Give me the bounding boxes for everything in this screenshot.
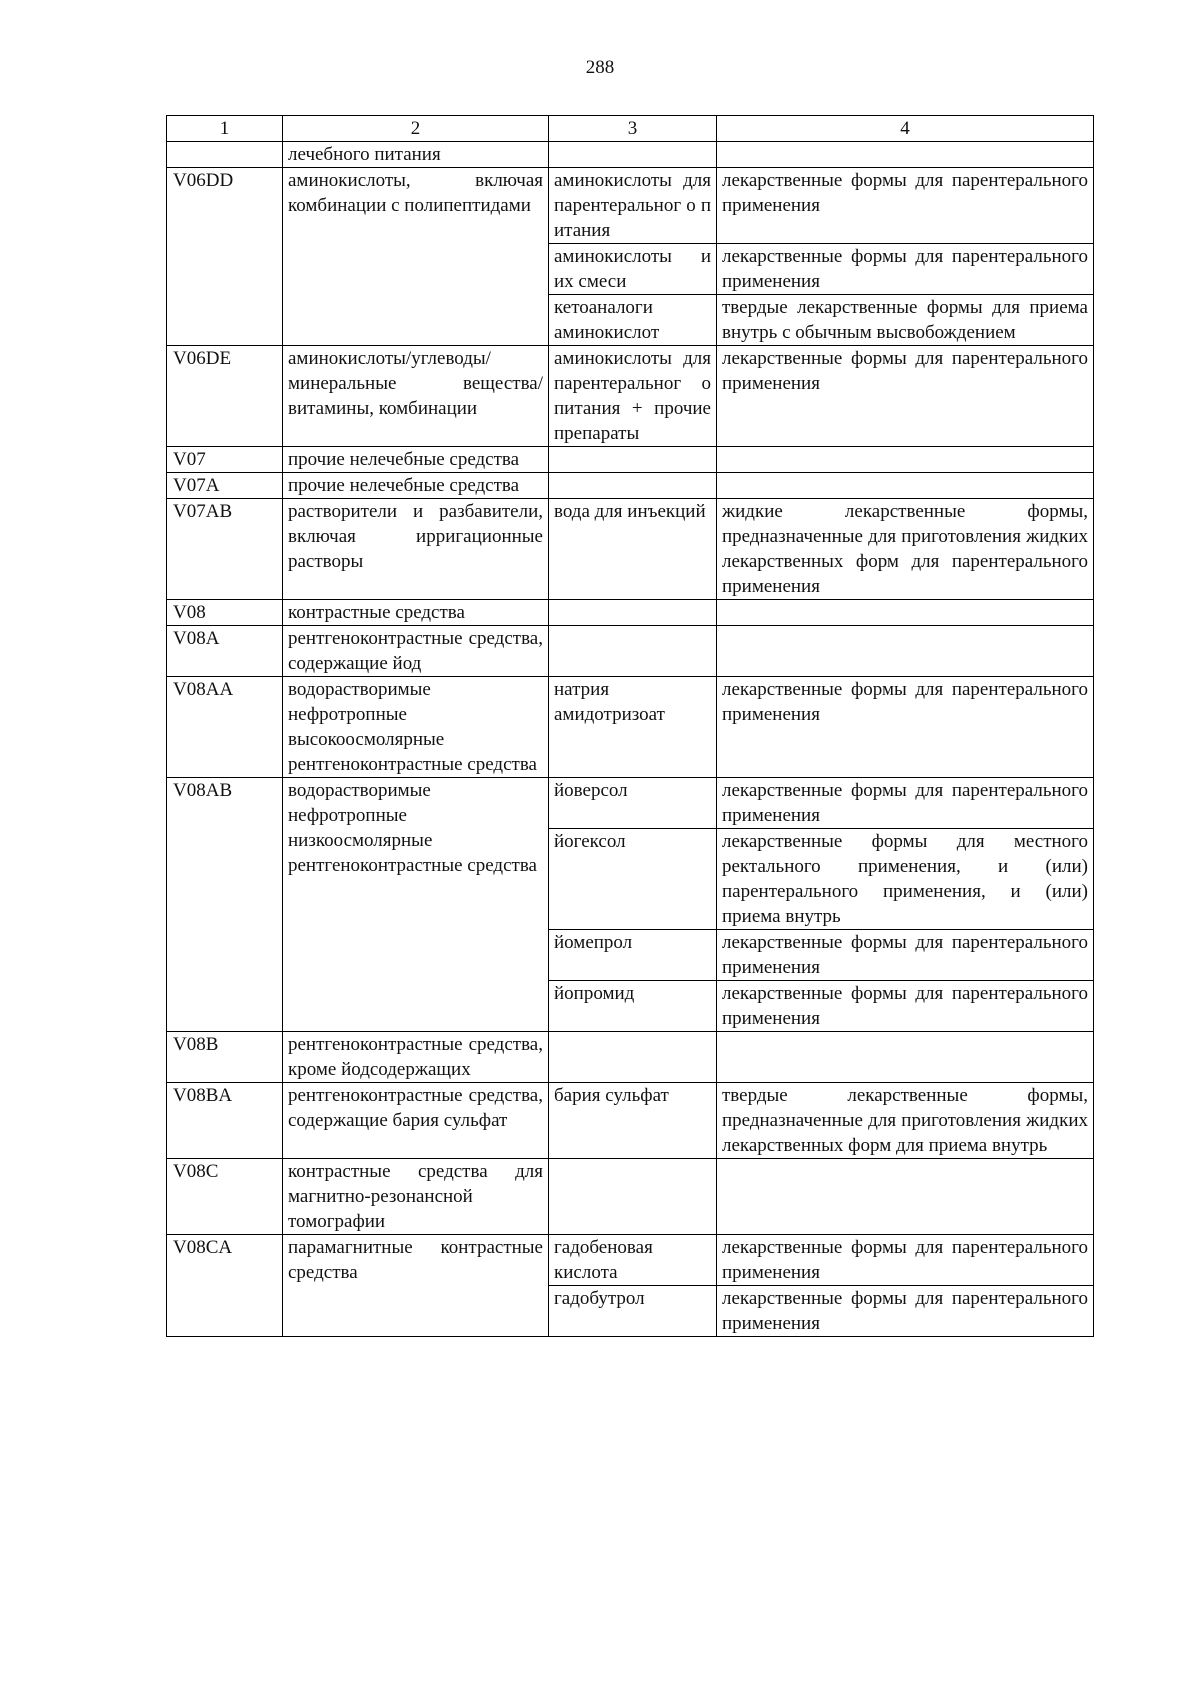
dosage-form [717,447,1094,473]
page-number: 288 [585,57,615,78]
group-name: прочие нелечебные средства [283,473,549,499]
group-name: рентгеноконтрастные средства, кроме йодсодержащих [283,1032,549,1083]
drug-table [166,115,1094,1337]
drug-name: гадобутрол [549,1286,717,1337]
dosage-form: лекарственные формы для парентерального применения [717,1286,1094,1337]
table-row [167,600,1094,626]
column-header-1: 1 [167,116,283,142]
atc-code: V07A [167,473,283,499]
drug-name: аминокислоты для парентеральног о питания + прочие препараты [549,346,717,447]
table-row [167,473,1094,499]
group-name: контрастные средства для магнитно-резонансной томографии [283,1159,549,1235]
drug-name [549,626,717,677]
column-header-3: 3 [549,116,717,142]
table-row [167,142,1094,168]
dosage-form: лекарственные формы для парентерального применения [717,244,1094,295]
atc-code: V06DD [167,168,283,346]
drug-name [549,1159,717,1235]
dosage-form [717,1159,1094,1235]
atc-code: V08AB [167,778,283,1032]
atc-code: V08AA [167,677,283,778]
dosage-form [717,626,1094,677]
atc-code: V08 [167,600,283,626]
atc-code: V07AB [167,499,283,600]
dosage-form: твердые лекарственные формы для приема внутрь с обычным высвобождением [717,295,1094,346]
dosage-form: лекарственные формы для парентерального применения [717,168,1094,244]
drug-name: вода для инъекций [549,499,717,600]
dosage-form [717,473,1094,499]
drug-name: гадобеновая кислота [549,1235,717,1286]
dosage-form: твердые лекарственные формы, предназначенные для приготовления жидких лекарственных форм для приема внутрь [717,1083,1094,1159]
drug-name: йомепрол [549,930,717,981]
table-row [167,168,1094,244]
drug-name [549,447,717,473]
atc-code: V08C [167,1159,283,1235]
table-row [167,1235,1094,1286]
dosage-form: лекарственные формы для парентерального применения [717,346,1094,447]
atc-code: V08BA [167,1083,283,1159]
dosage-form [717,1032,1094,1083]
table-row [167,447,1094,473]
atc-code [167,142,283,168]
atc-code: V08B [167,1032,283,1083]
group-name: водорастворимые нефротропные низкоосмолярные рентгеноконтрастные средства [283,778,549,1032]
dosage-form: лекарственные формы для парентерального применения [717,677,1094,778]
drug-name [549,1032,717,1083]
table-row [167,1083,1094,1159]
atc-code: V08CA [167,1235,283,1337]
table-header-row [167,116,1094,142]
group-name: водорастворимые нефротропные высокоосмолярные рентгеноконтрастные средства [283,677,549,778]
table-row [167,1032,1094,1083]
drug-name: йоверсол [549,778,717,829]
group-name: растворители и разбавители, включая ирригационные растворы [283,499,549,600]
drug-name: аминокислоты для парентеральног о питания [549,168,717,244]
group-name: рентгеноконтрастные средства, содержащие йод [283,626,549,677]
drug-name [549,473,717,499]
column-header-4: 4 [717,116,1094,142]
dosage-form [717,142,1094,168]
dosage-form: лекарственные формы для местного ректального применения, и (или) парентерального применения, и (или) приема внутрь [717,829,1094,930]
dosage-form: лекарственные формы для парентерального применения [717,778,1094,829]
table-row [167,1159,1094,1235]
drug-name: бария сульфат [549,1083,717,1159]
drug-name: кетоаналоги аминокислот [549,295,717,346]
drug-name: аминокислоты и их смеси [549,244,717,295]
group-name: парамагнитные контрастные средства [283,1235,549,1337]
dosage-form [717,600,1094,626]
drug-name: йопромид [549,981,717,1032]
group-name: рентгеноконтрастные средства, содержащие бария сульфат [283,1083,549,1159]
table-row [167,499,1094,600]
drug-name: натрия амидотризоат [549,677,717,778]
dosage-form: лекарственные формы для парентерального применения [717,930,1094,981]
group-name: прочие нелечебные средства [283,447,549,473]
group-name: контрастные средства [283,600,549,626]
dosage-form: лекарственные формы для парентерального применения [717,981,1094,1032]
group-name: аминокислоты, включая комбинации с полипептидами [283,168,549,346]
drug-name: йогексол [549,829,717,930]
drug-name [549,600,717,626]
dosage-form: лекарственные формы для парентерального применения [717,1235,1094,1286]
atc-code: V07 [167,447,283,473]
column-header-2: 2 [283,116,549,142]
table-row [167,626,1094,677]
table-row [167,778,1094,829]
table-row [167,346,1094,447]
atc-code: V08A [167,626,283,677]
table-row [167,677,1094,778]
atc-code: V06DE [167,346,283,447]
group-name: аминокислоты/углеводы/ минеральные вещества/витамины, комбинации [283,346,549,447]
group-name: лечебного питания [283,142,549,168]
drug-name [549,142,717,168]
dosage-form: жидкие лекарственные формы, предназначенные для приготовления жидких лекарственных форм для парентерального применения [717,499,1094,600]
